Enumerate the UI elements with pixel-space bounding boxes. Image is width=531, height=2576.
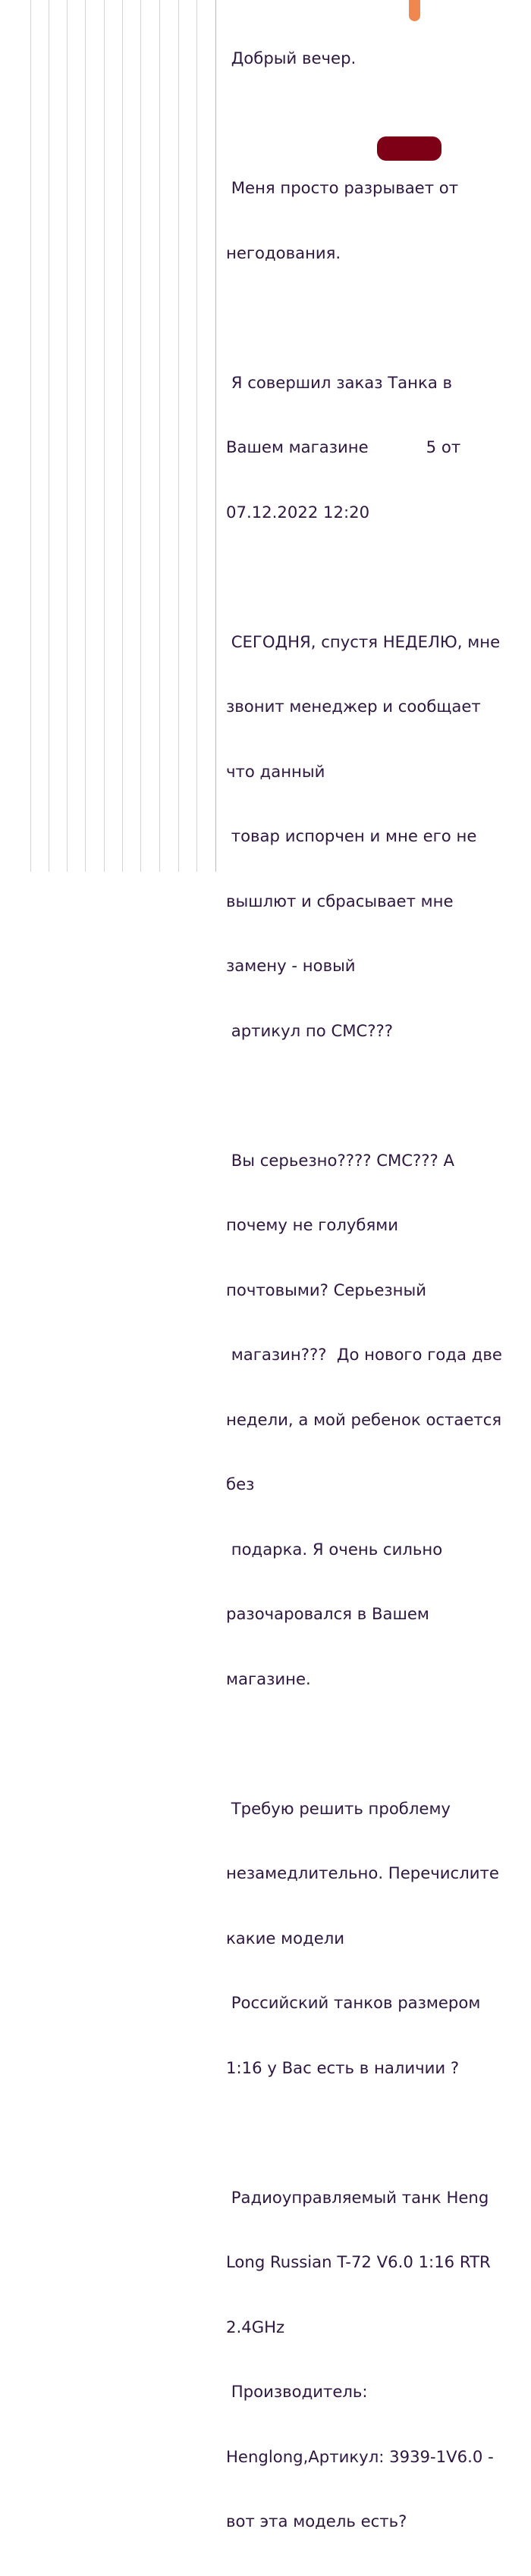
message-line: недели, а мой ребенок остается [226,1409,502,1429]
message-line: что данный [226,761,325,781]
message-line [226,113,517,135]
message-line [226,1733,517,1755]
message-line: Я совершил заказ Танка в [226,372,453,392]
message-line: почему не голубями [226,1215,398,1234]
message-line: артикул по СМС??? [226,1020,394,1040]
message-line: без [226,1474,255,1493]
message-line: звонит менеджер и сообщает [226,697,481,716]
message-line: 2.4GHz [226,2317,285,2336]
message-line: Long Russian T-72 V6.0 1:16 RTR [226,2252,491,2271]
message-line: негодования. [226,243,341,262]
thread-line [67,0,68,872]
redacted-order-number [377,136,441,161]
message-line: Радиоуправляемый танк Heng [226,2187,489,2207]
message-line: вышлют и сбрасывает мне [226,891,454,910]
thread-line [196,0,197,872]
message-line: магазин??? До нового года две [226,1345,502,1364]
message-line: какие модели [226,1928,345,1948]
message-line [226,566,517,588]
message-line: Вы серьезно???? СМС??? А [226,1150,455,1170]
message-line [226,2122,517,2144]
message-line: почтовыми? Серьезный [226,1280,427,1299]
thread-line [215,0,216,872]
message-line: вот эта модель есть? [226,2512,407,2531]
message-text [226,5,517,2576]
message-line: 07.12.2022 12:20 [226,502,370,522]
message-line: магазине. [226,1669,311,1688]
thread-line [104,0,105,872]
message-line [226,1085,517,1107]
order-store-text: Вашем магазине [226,437,369,456]
thread-line [85,0,86,872]
message-line: подарка. Я очень сильно [226,1539,443,1559]
message-line: Производитель: [226,2382,368,2401]
message-line: Добрый вечер. [226,49,357,67]
message-line: разочаровался в Вашем [226,1604,429,1623]
message-line: Требую решить проблему [226,1798,451,1818]
message-line: незамедлительно. Перечислите [226,1863,499,1882]
thread-line [30,0,31,872]
order-number-tail: 5 [426,437,437,456]
thread-line [159,0,160,872]
thread-line [140,0,141,872]
thread-indent-lines [0,0,220,872]
thread-line [122,0,123,872]
message-line: 1:16 у Вас есть в наличии ? [226,2057,460,2077]
message-line [226,437,517,459]
message-line: Российский танков размером [226,1993,481,2012]
message-line [226,307,517,329]
message-line: товар испорчен и мне его не [226,826,477,845]
message-line: Меня просто разрывает от [226,178,459,197]
order-date-prefix: от [436,437,461,456]
message-line: замену - новый [226,956,356,975]
message-line: Henglong,Артикул: 3939-1V6.0 - [226,2446,494,2466]
thread-line [178,0,179,872]
message-line: СЕГОДНЯ, спустя НЕДЕЛЮ, мне [226,631,501,651]
